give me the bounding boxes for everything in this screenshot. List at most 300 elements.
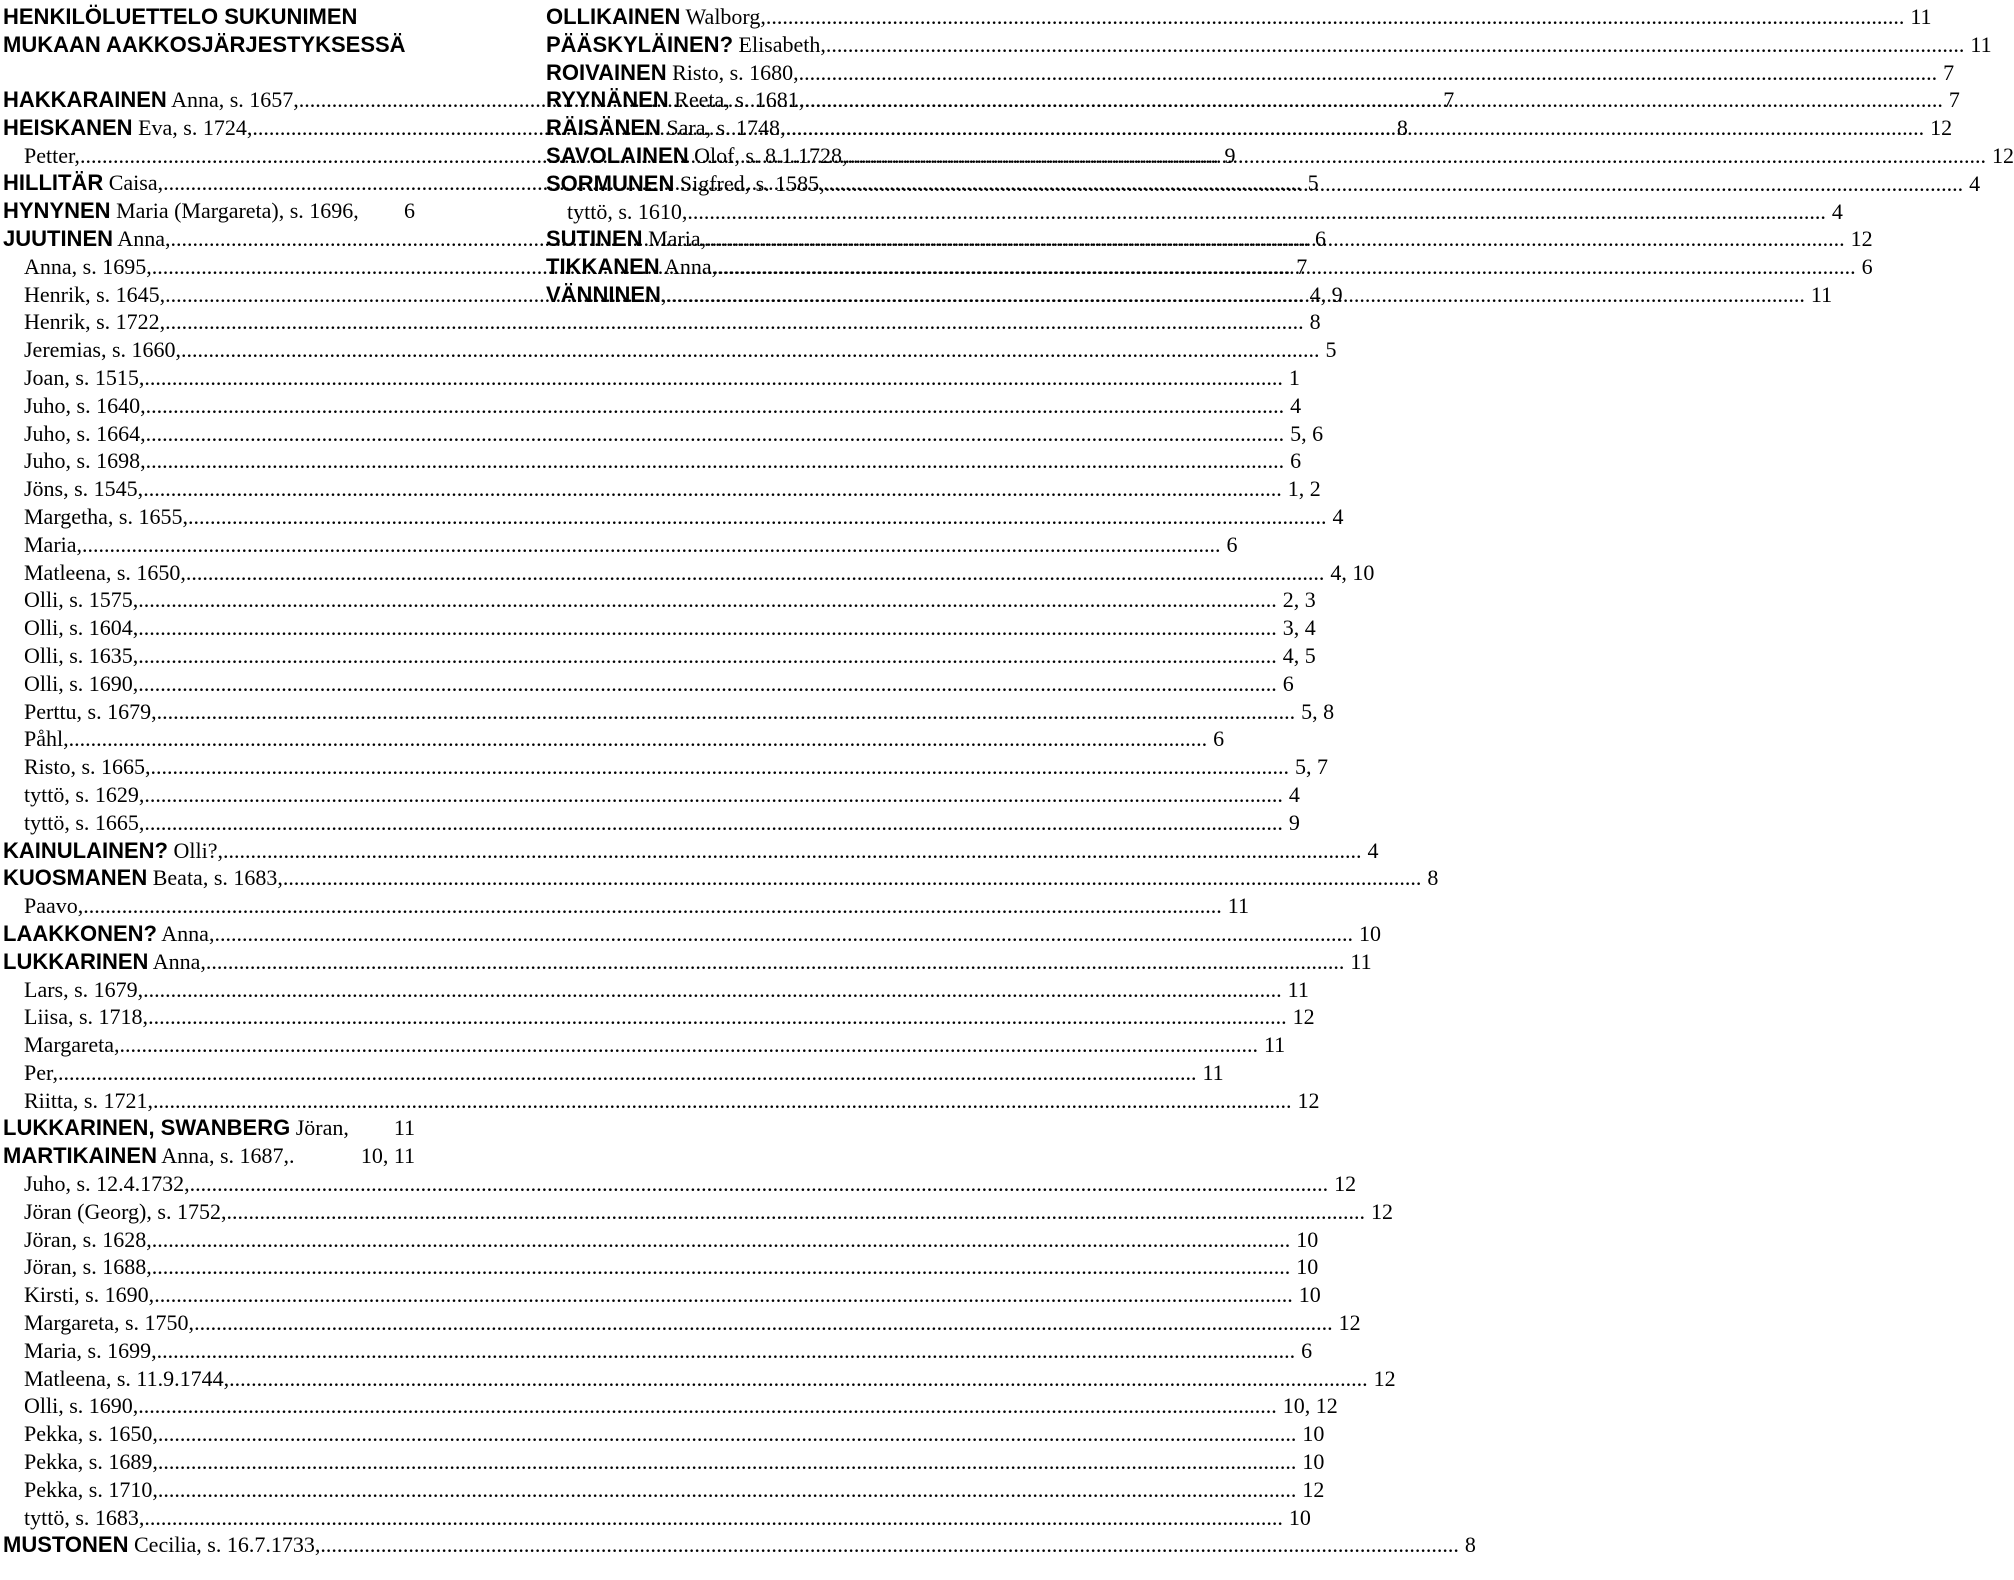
entry-page-numbers: 4, 10 [1330, 559, 1375, 585]
entry-page-numbers: 12 [1930, 115, 1953, 141]
entry-given-name: Caisa, [103, 170, 164, 196]
entry-leader-dots [826, 31, 1965, 59]
entry-surname: JUUTINEN [3, 225, 114, 251]
entry-page-numbers: 9 [1288, 809, 1300, 835]
index-entry [546, 86, 1960, 114]
entry-label [3, 948, 206, 976]
index-entry [3, 447, 1302, 475]
entry-given-name: Margareta, [24, 1032, 120, 1058]
entry-given-name: Margetha, s. 1655, [24, 503, 188, 529]
entry-leader-dots [190, 1170, 1329, 1198]
index-entry [546, 114, 1953, 142]
index-entry [3, 1059, 1224, 1087]
entry-leader-dots [146, 447, 1285, 475]
entry-leader-dots [143, 475, 1282, 503]
entry-leader-dots [223, 837, 1362, 865]
entry-label [24, 281, 165, 309]
entry-given-name: Matleena, s. 11.9.1744, [24, 1365, 230, 1391]
entry-given-name: Liisa, s. 1718, [24, 1004, 149, 1030]
entry-leader-dots [138, 614, 1277, 642]
entry-surname: TIKKANEN [546, 254, 660, 280]
entry-surname: RYYNÄNEN [546, 87, 669, 113]
index-entry [3, 420, 1324, 448]
index-entry [3, 892, 1249, 920]
entry-leader-dots [138, 586, 1277, 614]
entry-page-numbers: 11 [1910, 4, 1932, 29]
entry-leader-dots [283, 864, 1422, 892]
entry-page-numbers: 10, 12 [1282, 1393, 1338, 1419]
entry-surname: SAVOLAINEN [546, 142, 689, 168]
entry-label [24, 1253, 152, 1281]
entry-label [24, 586, 138, 614]
entry-given-name: Anna, [113, 225, 171, 251]
entry-leader-dots [58, 1059, 1197, 1087]
entry-label [24, 976, 143, 1004]
entry-given-name: tyttö, s. 1629, [24, 781, 145, 807]
entry-leader-dots [799, 59, 1938, 87]
entry-label [24, 308, 165, 336]
index-entry [3, 1253, 1319, 1281]
entry-leader-dots [320, 1531, 1459, 1559]
entry-page-numbers: 10, 11 [360, 1143, 415, 1169]
entry-leader-dots [194, 1309, 1333, 1337]
index-title [3, 3, 415, 59]
entry-leader-dots [138, 1392, 1277, 1420]
index-entry [3, 586, 1316, 614]
index-entry [3, 1142, 415, 1170]
entry-label [24, 781, 144, 809]
entry-given-name: Jöran, [290, 1115, 349, 1141]
entry-label [24, 1226, 152, 1254]
entry-given-name: Henrik, s. 1645, [24, 281, 166, 307]
entry-page-numbers: 4, 9 [1309, 281, 1343, 307]
index-entry [3, 1003, 1315, 1031]
entry-page-numbers: 12 [1370, 1198, 1393, 1224]
entry-page-numbers: 12 [1850, 226, 1873, 252]
entry-label [24, 1392, 138, 1420]
entry-given-name: Sigfred, s. 1585, [674, 170, 825, 196]
entry-page-numbers: 12 [1297, 1087, 1320, 1113]
entry-leader-dots [158, 1448, 1297, 1476]
entry-leader-dots [138, 642, 1277, 670]
entry-label [24, 642, 138, 670]
index-entry [546, 142, 2014, 170]
entry-page-numbers: 6 [1282, 670, 1294, 696]
entry-page-numbers: 8 [1396, 114, 1408, 140]
entry-label [24, 1420, 158, 1448]
index-entry [3, 670, 1294, 698]
entry-label [546, 281, 666, 309]
entry-leader-dots [186, 559, 1325, 587]
entry-given-name: tyttö, s. 1665, [24, 809, 145, 835]
entry-label [24, 1476, 158, 1504]
entry-given-name: Margareta, s. 1750, [24, 1310, 195, 1336]
entry-label [24, 1504, 144, 1532]
entry-leader-dots [181, 336, 1320, 364]
entry-given-name: Jeremias, s. 1660, [24, 337, 182, 363]
index-title-line-1: HENKILÖLUETTELO SUKUNIMEN [3, 4, 358, 29]
entry-surname: VÄNNINEN [546, 281, 661, 307]
entry-given-name: Jöns, s. 1545, [24, 476, 144, 502]
entry-label [546, 225, 706, 253]
index-entry [3, 698, 1335, 726]
entry-given-name: Joan, s. 1515, [24, 364, 145, 390]
entry-given-name: Elisabeth, [733, 31, 826, 57]
entry-surname: MUSTONEN [3, 1532, 129, 1558]
entry-leader-dots [146, 392, 1285, 420]
entry-given-name: Pekka, s. 1689, [24, 1449, 158, 1475]
entry-page-numbers: 6 [404, 198, 415, 224]
entry-surname: ROIVAINEN [546, 59, 667, 85]
entry-label [546, 170, 825, 198]
entry-page-numbers: 11 [393, 1115, 415, 1141]
index-entry [3, 642, 1316, 670]
entry-leader-dots [717, 253, 1856, 281]
entry-page-numbers: 12 [1292, 1004, 1315, 1030]
entry-page-numbers: 10 [1358, 920, 1381, 946]
entry-label [3, 837, 223, 865]
entry-label [24, 614, 138, 642]
index-entry [3, 392, 1302, 420]
entry-given-name: Jöran, s. 1688, [24, 1254, 152, 1280]
entry-label [24, 392, 146, 420]
entry-label [567, 198, 687, 226]
entry-surname: HYNYNEN [3, 198, 111, 224]
entry-label [3, 225, 170, 253]
entry-page-numbers: 12 [1373, 1365, 1396, 1391]
entry-given-name: Juho, s. 1698, [24, 448, 146, 474]
entry-leader-dots [165, 308, 1304, 336]
entry-page-numbers: 1 [1288, 364, 1300, 390]
entry-page-numbers: 10 [1296, 1254, 1319, 1280]
entry-page-numbers: 11 [1970, 31, 1992, 57]
entry-given-name: tyttö, s. 1683, [24, 1504, 145, 1530]
entry-label [24, 892, 83, 920]
entry-leader-dots [157, 1337, 1296, 1365]
index-entry [3, 1365, 1396, 1393]
entry-page-numbers: 6 [1213, 726, 1225, 752]
entry-leader-dots [687, 198, 1826, 226]
entry-surname: SUTINEN [546, 226, 643, 252]
entry-given-name: Pekka, s. 1650, [24, 1421, 158, 1447]
entry-leader-dots [848, 142, 1987, 170]
entry-page-numbers: 5, 8 [1301, 698, 1335, 724]
index-entry [3, 1114, 415, 1142]
entry-label [546, 114, 786, 142]
entry-given-name: Anna, [157, 920, 215, 946]
entry-page-numbers: 10 [1288, 1504, 1311, 1530]
entry-leader-dots [214, 920, 1353, 948]
entry-label [24, 725, 69, 753]
entry-given-name: Perttu, s. 1679, [24, 698, 157, 724]
entry-given-name: Beata, s. 1683, [147, 865, 283, 891]
entry-page-numbers: 8 [1309, 309, 1321, 335]
index-entry [3, 1226, 1319, 1254]
entry-page-numbers: 11 [1810, 281, 1833, 307]
entry-label [546, 142, 848, 170]
index-entry [3, 1531, 1476, 1559]
entry-page-numbers: 4 [1290, 392, 1302, 418]
index-entry [546, 31, 1992, 59]
entry-page-numbers: 4 [1288, 781, 1300, 807]
entry-page-numbers: 6 [1314, 225, 1326, 251]
index-entry [3, 725, 1225, 753]
entry-given-name: tyttö, s. 1610, [567, 198, 688, 224]
entry-page-numbers: 1, 2 [1287, 476, 1321, 502]
index-entry [546, 198, 1843, 226]
entry-label [24, 1059, 58, 1087]
entry-surname: MARTIKAINEN [3, 1143, 157, 1169]
index-entry [3, 1337, 1313, 1365]
entry-surname: KAINULAINEN? [3, 837, 168, 863]
entry-page-numbers: 6 [1290, 448, 1302, 474]
entry-label [24, 503, 188, 531]
entry-leader-dots [666, 281, 1805, 309]
entry-leader-dots [158, 1476, 1297, 1504]
entry-page-numbers: 11 [1287, 976, 1309, 1002]
entry-label [546, 31, 826, 59]
entry-surname: KUOSMANEN [3, 865, 148, 891]
entry-page-numbers: 10 [1298, 1282, 1321, 1308]
entry-page-numbers: 6 [1226, 531, 1238, 557]
entry-given-name: Eva, s. 1724, [132, 114, 253, 140]
entry-leader-dots [206, 948, 1345, 976]
entry-leader-dots [152, 1226, 1291, 1254]
entry-leader-dots [144, 809, 1283, 837]
entry-given-name: Jöran, s. 1628, [24, 1226, 152, 1252]
entry-label [24, 1031, 120, 1059]
entry-given-name: Cecilia, s. 16.7.1733, [128, 1532, 321, 1558]
index-entry [3, 1170, 1357, 1198]
entry-leader-dots [226, 1198, 1365, 1226]
entry-label [3, 1531, 320, 1559]
entry-label [24, 531, 82, 559]
entry-label [3, 197, 359, 225]
entry-leader-dots [153, 1087, 1292, 1115]
index-entry [3, 364, 1300, 392]
index-entry [3, 614, 1316, 642]
entry-label [546, 59, 799, 87]
entry-leader-dots [349, 1114, 388, 1142]
entry-leader-dots [138, 670, 1277, 698]
index-entry [3, 1198, 1393, 1226]
index-entry [3, 753, 1329, 781]
index-entry [3, 559, 1375, 587]
entry-given-name: Riitta, s. 1721, [24, 1087, 153, 1113]
index-entry [3, 475, 1321, 503]
entry-leader-dots [69, 725, 1208, 753]
entry-given-name: Petter, [24, 142, 80, 168]
entry-label [24, 336, 181, 364]
entry-surname: LAAKKONEN? [3, 920, 157, 946]
entry-page-numbers: 4 [1367, 837, 1379, 863]
entry-page-numbers: 11 [1227, 893, 1249, 919]
entry-label [24, 1365, 229, 1393]
entry-given-name: Per, [24, 1059, 58, 1085]
entry-page-numbers: 6 [1301, 1337, 1313, 1363]
entry-given-name: Henrik, s. 1722, [24, 309, 166, 335]
entry-page-numbers: 3, 4 [1282, 615, 1316, 641]
entry-leader-dots [825, 170, 1964, 198]
index-entry [546, 170, 1981, 198]
entry-page-numbers: 7 [1948, 87, 1960, 113]
entry-surname: RÄISÄNEN [546, 115, 661, 141]
entry-page-numbers: 9 [1224, 142, 1236, 168]
entry-label [24, 809, 144, 837]
entry-surname: LUKKARINEN, SWANBERG [3, 1115, 291, 1141]
index-entry [3, 920, 1381, 948]
entry-leader-dots [295, 1142, 355, 1170]
entry-given-name: Paavo, [24, 893, 84, 919]
entry-leader-dots [144, 781, 1283, 809]
entry-leader-dots [146, 420, 1285, 448]
index-entry [3, 1392, 1338, 1420]
entry-label [3, 86, 299, 114]
entry-given-name: Maria, s. 1699, [24, 1337, 157, 1363]
entry-given-name: Risto, s. 1665, [24, 754, 151, 780]
entry-given-name: Olof, s. 8.1.1728, [688, 142, 848, 168]
entry-surname: OLLIKAINEN [546, 4, 681, 29]
entry-leader-dots [152, 1253, 1291, 1281]
index-entry [546, 3, 1932, 31]
entry-given-name: Olli?, [168, 837, 223, 863]
index-entry [3, 336, 1337, 364]
entry-surname: LUKKARINEN [3, 948, 149, 974]
entry-page-numbers: 12 [1302, 1476, 1325, 1502]
index-entry [3, 197, 415, 225]
entry-given-name: Anna, s. 1687,. [157, 1143, 295, 1169]
index-entry [3, 531, 1238, 559]
entry-label [3, 169, 163, 197]
index-entry [3, 503, 1344, 531]
entry-page-numbers: 2, 3 [1282, 587, 1316, 613]
entry-page-numbers: 5, 7 [1295, 754, 1329, 780]
entry-given-name: Anna, s. 1695, [24, 253, 152, 279]
entry-leader-dots [144, 1504, 1283, 1532]
entry-label [24, 1198, 226, 1226]
entry-label [24, 253, 152, 281]
entry-leader-dots [359, 197, 398, 225]
entry-page-numbers: 10 [1296, 1226, 1319, 1252]
entry-page-numbers: 7 [1443, 87, 1455, 112]
index-entry [3, 1504, 1311, 1532]
entry-given-name: Sara, s. 1748, [660, 115, 786, 141]
entry-given-name: Kirsti, s. 1690, [24, 1282, 155, 1308]
entry-leader-dots [143, 976, 1282, 1004]
entry-leader-dots [786, 114, 1925, 142]
entry-label [3, 920, 214, 948]
entry-label [3, 1142, 295, 1170]
entry-surname: HAKKARAINEN [3, 87, 167, 112]
entry-leader-dots [82, 531, 1221, 559]
entry-page-numbers: 4 [1969, 170, 1981, 196]
index-entry [3, 809, 1300, 837]
entry-page-numbers: 10 [1302, 1421, 1325, 1447]
entry-page-numbers: 7 [1943, 59, 1955, 85]
entry-page-numbers: 11 [1202, 1059, 1224, 1085]
entry-surname: HILLITÄR [3, 170, 104, 196]
entry-page-numbers: 12 [1334, 1171, 1357, 1197]
index-entry [546, 253, 1873, 281]
entry-leader-dots [83, 892, 1222, 920]
entry-given-name: Anna, [659, 254, 718, 280]
entry-leader-dots [188, 503, 1327, 531]
entry-label [24, 1448, 158, 1476]
entry-given-name: Anna, s. 1657, [166, 87, 299, 112]
entry-surname: PÄÄSKYLÄINEN? [546, 31, 734, 57]
entry-page-numbers: 4, 5 [1282, 642, 1316, 668]
entry-given-name: , [660, 281, 667, 307]
entry-given-name: Olli, s. 1635, [24, 642, 139, 668]
entry-given-name: Maria (Margareta), s. 1696, [110, 198, 359, 224]
entry-given-name: Risto, s. 1680, [666, 59, 799, 85]
entry-given-name: Olli, s. 1690, [24, 670, 139, 696]
entry-given-name: Jöran (Georg), s. 1752, [24, 1198, 227, 1224]
index-entry [3, 864, 1439, 892]
index-entry [3, 837, 1379, 865]
entry-page-numbers: 11 [1350, 948, 1372, 974]
entry-label [24, 420, 146, 448]
entry-leader-dots [229, 1365, 1368, 1393]
entry-page-numbers: 12 [1338, 1310, 1361, 1336]
entry-page-numbers: 4 [1332, 503, 1344, 529]
entry-given-name: Olli, s. 1690, [24, 1393, 139, 1419]
entry-page-numbers: 7 [1296, 253, 1308, 279]
entry-label [24, 447, 146, 475]
entry-label [24, 1087, 153, 1115]
entry-label [24, 1337, 157, 1365]
entry-page-numbers: 5 [1325, 337, 1337, 363]
entry-given-name: Olli, s. 1575, [24, 587, 139, 613]
entry-page-numbers: 11 [1264, 1032, 1286, 1058]
title-spacer [3, 59, 415, 86]
index-entry [3, 1087, 1320, 1115]
entry-given-name: Walborg, [680, 4, 766, 29]
entry-label [24, 1281, 154, 1309]
entry-page-numbers: 8 [1427, 865, 1439, 891]
entry-label [546, 253, 717, 281]
entry-given-name: Juho, s. 12.4.1732, [24, 1171, 190, 1197]
entry-given-name: Påhl, [24, 726, 69, 752]
entry-label [546, 86, 804, 114]
entry-given-name: Olli, s. 1604, [24, 615, 139, 641]
index-entry [3, 976, 1309, 1004]
entry-leader-dots [144, 364, 1283, 392]
index-entry [3, 1420, 1325, 1448]
entry-page-numbers: 5 [1307, 170, 1319, 196]
entry-given-name: Lars, s. 1679, [24, 976, 144, 1002]
entry-label [3, 114, 252, 142]
index-entry [3, 308, 1321, 336]
entry-page-numbers: 8 [1464, 1532, 1476, 1558]
entry-leader-dots [120, 1031, 1259, 1059]
entry-leader-dots [158, 1420, 1297, 1448]
entry-leader-dots [151, 753, 1290, 781]
entry-page-numbers: 12 [1992, 142, 2014, 168]
entry-given-name: Juho, s. 1664, [24, 420, 146, 446]
index-entry [3, 1031, 1286, 1059]
entry-given-name: Anna, [148, 948, 206, 974]
index-entry [3, 781, 1300, 809]
entry-label [3, 1114, 349, 1142]
entry-page-numbers: 10 [1302, 1449, 1325, 1475]
entry-surname: SORMUNEN [546, 170, 675, 196]
index-entry [546, 59, 1955, 87]
entry-page-numbers: 4 [1831, 198, 1843, 224]
entry-given-name: Maria, [642, 226, 707, 252]
entry-label [24, 142, 80, 170]
index-entry [3, 948, 1372, 976]
